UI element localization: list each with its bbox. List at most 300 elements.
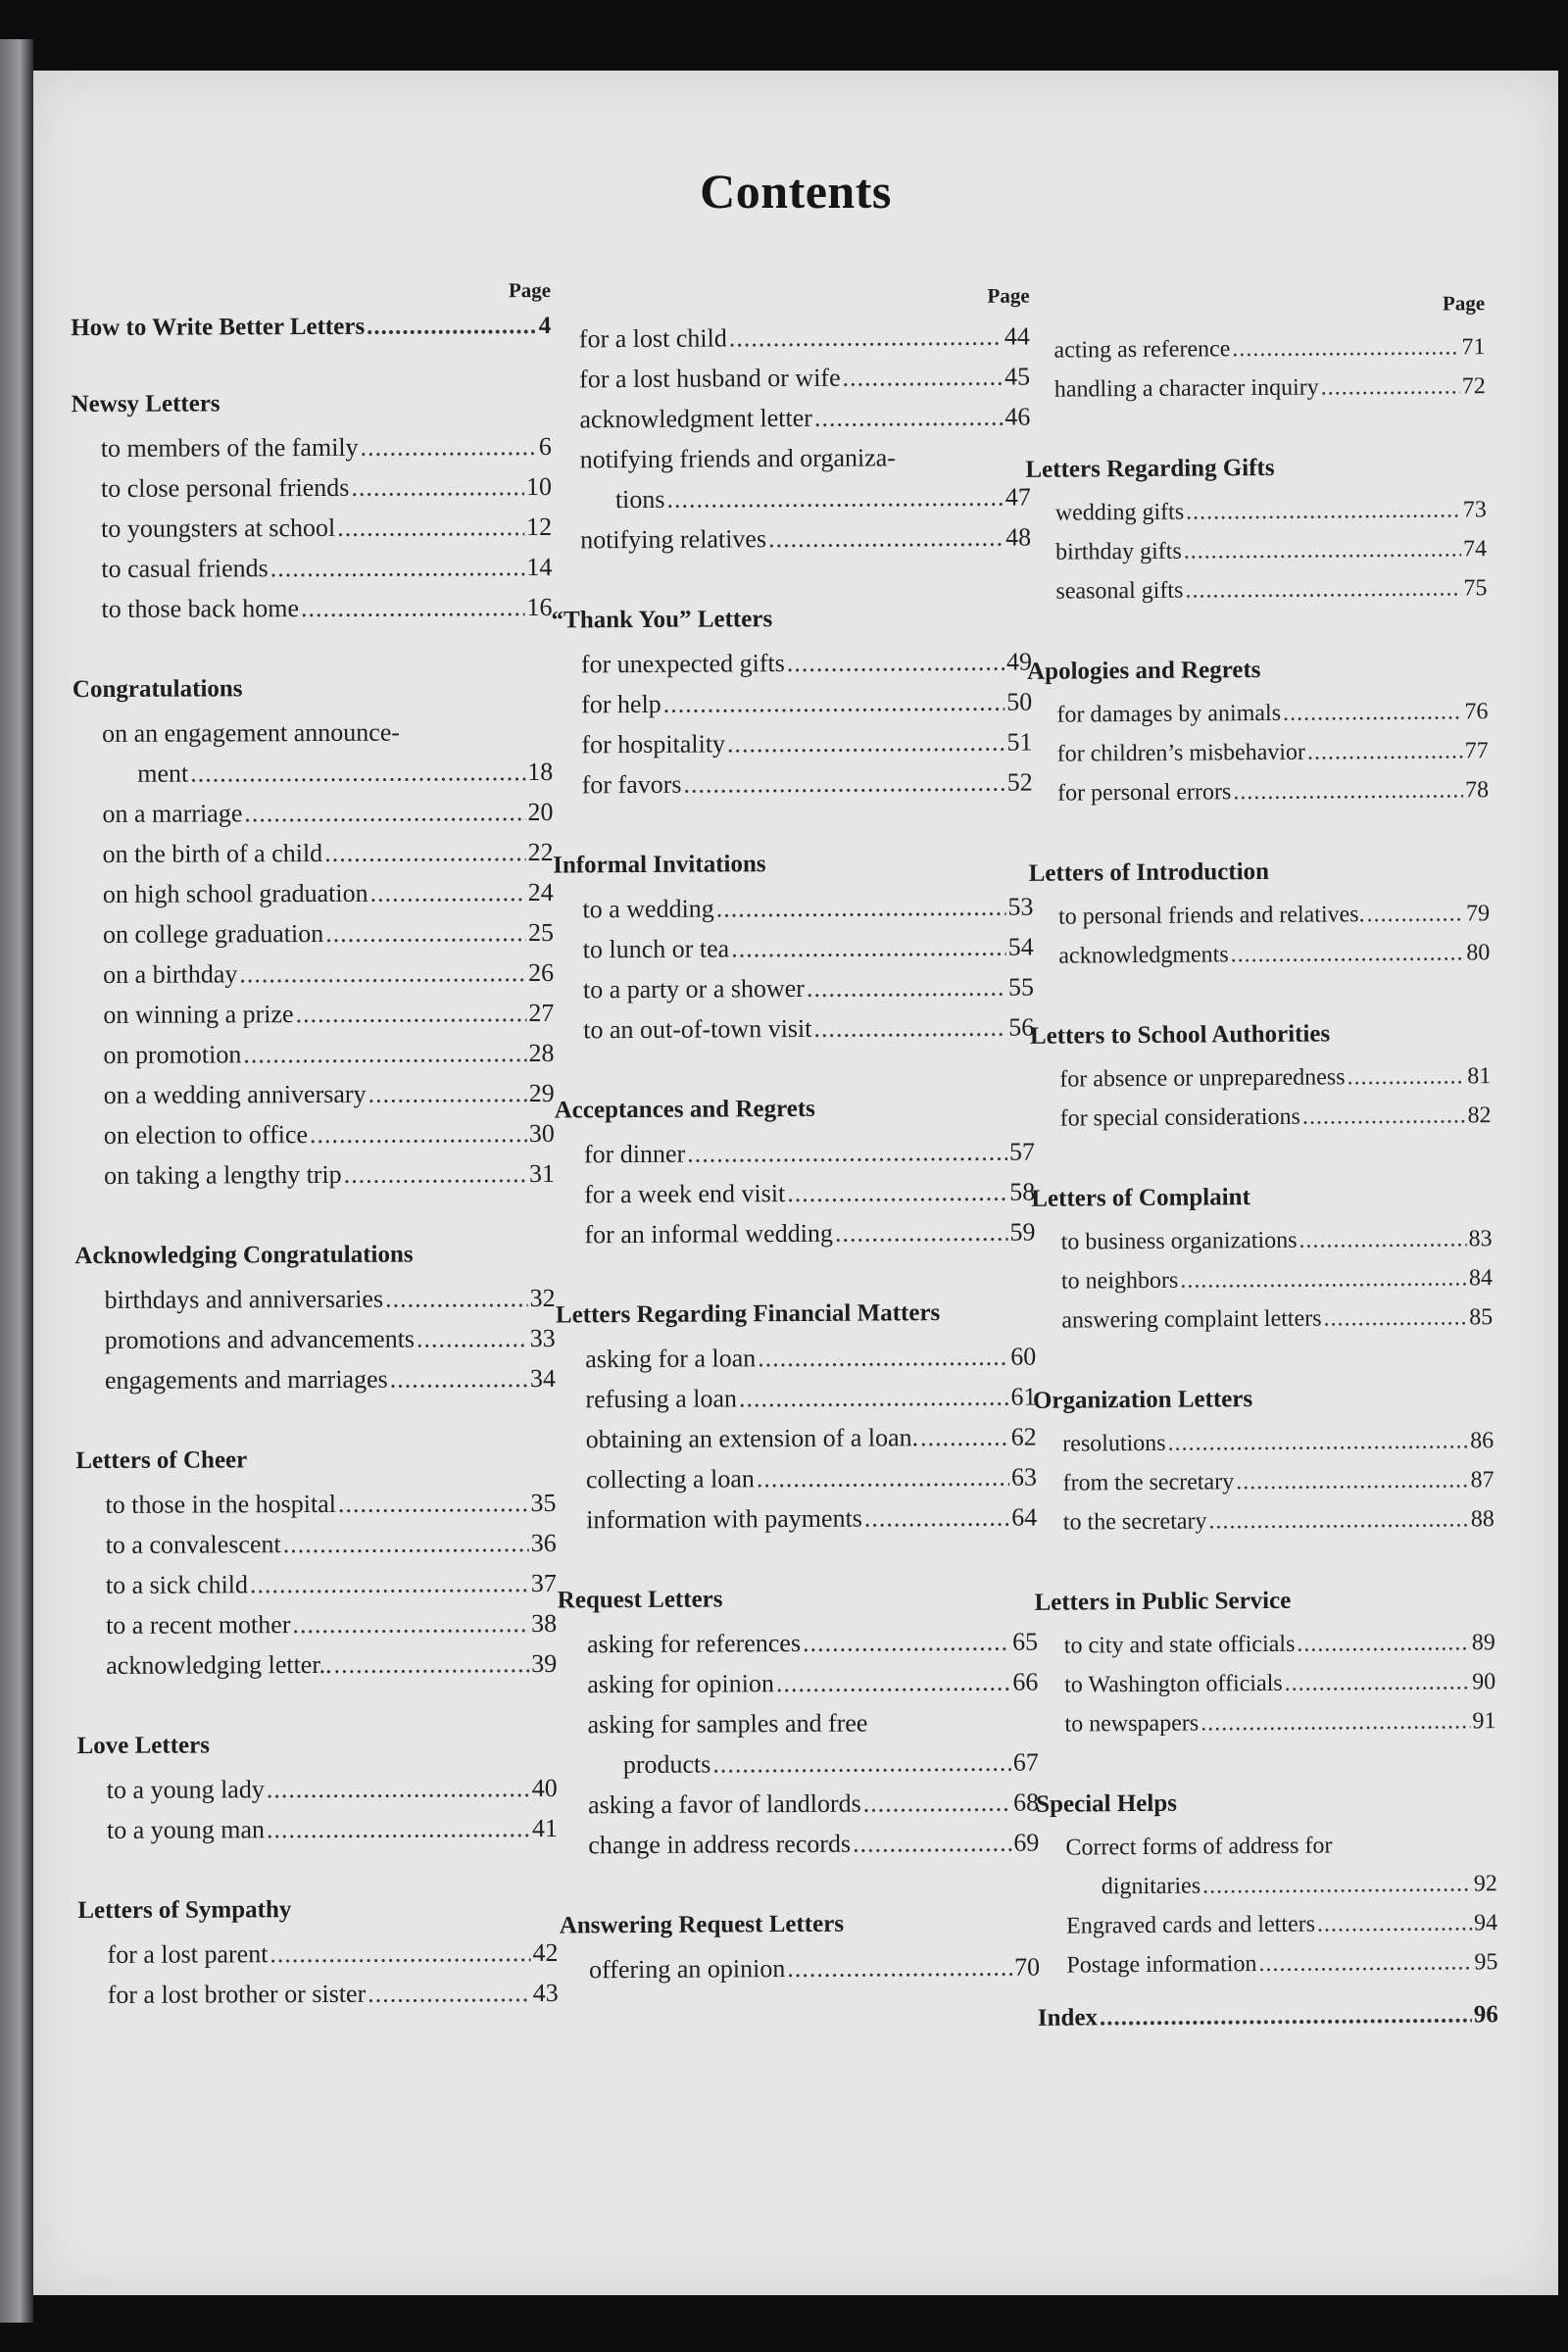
page-title: Contents [700, 164, 892, 219]
page-number: 55 [1007, 972, 1035, 1002]
page-number: 25 [527, 917, 555, 948]
section-heading-label: How to Write Better Letters [71, 313, 366, 342]
entry-label: to a convalescent [105, 1530, 281, 1559]
page-number: 42 [532, 1937, 559, 1968]
toc-entry [550, 357, 1030, 400]
page-number: 69 [1013, 1828, 1040, 1857]
page-number: 60 [1010, 1342, 1037, 1371]
dot-leader [1208, 1499, 1469, 1541]
entry-label: for children’s misbehavior [1056, 739, 1306, 767]
page-number: 70 [1013, 1952, 1041, 1982]
dot-leader [712, 1742, 1011, 1785]
toc-entry [74, 1073, 555, 1115]
entry-label: on taking a lengthy trip [103, 1159, 342, 1190]
dot-leader [295, 993, 526, 1034]
toc-section [1038, 1999, 1498, 2034]
entry-label: for a lost child [578, 323, 727, 354]
toc-entry [74, 1033, 554, 1075]
dot-leader [243, 1033, 526, 1074]
dot-leader [787, 1172, 1007, 1213]
entry-label: to a recent mother [105, 1610, 291, 1640]
toc-entry [1035, 1662, 1495, 1705]
page-number: 92 [1473, 1871, 1497, 1897]
entry-label: to members of the family [100, 432, 359, 463]
dot-leader [807, 967, 1006, 1008]
page-number: 16 [526, 592, 553, 622]
page-number: 45 [1004, 362, 1031, 391]
entry-label: to those in the hospital [105, 1489, 336, 1519]
entry-label: on election to office [103, 1120, 309, 1150]
section-heading: Congratulations [72, 675, 243, 704]
dot-leader [1233, 770, 1463, 811]
toc-entry [556, 1376, 1036, 1419]
page-number: 37 [530, 1568, 557, 1598]
dot-leader [1347, 1056, 1465, 1097]
section-heading: Apologies and Regrets [1026, 656, 1261, 685]
section-heading: Acceptances and Regrets [554, 1095, 815, 1124]
toc-entry [1036, 1825, 1496, 1868]
toc-section [1025, 451, 1487, 612]
entry-label: on a wedding anniversary [103, 1079, 367, 1109]
toc-section [73, 672, 555, 1196]
dot-leader [301, 587, 525, 628]
toc-entry [1024, 327, 1485, 370]
toc-entry [75, 1318, 556, 1360]
dot-leader [1236, 1460, 1469, 1501]
dot-leader [1297, 1623, 1470, 1663]
dot-leader [663, 682, 1005, 724]
page-number: 77 [1464, 738, 1489, 764]
page-number: 39 [531, 1648, 558, 1679]
toc-entry [76, 1603, 557, 1645]
toc-section [553, 848, 1034, 1051]
entry-label: on a marriage [102, 799, 243, 828]
section-heading: Informal Invitations [553, 851, 766, 879]
dot-leader [190, 752, 525, 793]
toc-section [1030, 1017, 1492, 1139]
entry-label: answering complaint letters [1061, 1305, 1322, 1334]
section-heading: Letters Regarding Financial Matters [555, 1299, 941, 1329]
entry-label: asking a favor of landlords [587, 1788, 861, 1820]
entry-label: on promotion [103, 1040, 242, 1069]
toc-entry [554, 1007, 1034, 1051]
dot-leader [1232, 327, 1459, 368]
entry-label: for hospitality [581, 729, 726, 760]
page-number: 20 [527, 797, 554, 827]
entry-label: for an informal wedding [584, 1218, 833, 1250]
section-heading: Letters of Complaint [1031, 1184, 1250, 1212]
toc-entry [72, 466, 552, 509]
dot-leader [239, 953, 526, 994]
toc-entry [552, 642, 1032, 685]
dot-leader [803, 1622, 1010, 1663]
toc-section [74, 1239, 556, 1400]
toc-entry [550, 317, 1030, 360]
entry-label: on winning a prize [103, 1000, 294, 1029]
page-number: 36 [530, 1528, 557, 1558]
entry-label: promotions and advancements [104, 1324, 416, 1354]
toc-entry [73, 792, 553, 834]
toc-entry [552, 682, 1032, 725]
book-spine-edge [0, 39, 33, 2323]
dot-leader [739, 1377, 1009, 1419]
entry-label: Postage information [1066, 1951, 1257, 1979]
dot-leader [270, 547, 525, 588]
toc-entry [557, 1456, 1037, 1499]
dot-leader [267, 1768, 530, 1809]
page-number: 30 [528, 1118, 555, 1149]
toc-entry [550, 397, 1030, 440]
entry-label: birthdays and anniversaries [104, 1284, 384, 1314]
page-number: 87 [1470, 1467, 1494, 1494]
dot-leader [367, 311, 537, 343]
entry-label: to a young man [106, 1815, 266, 1844]
section-heading: “Thank You” Letters [551, 606, 773, 634]
page-number: 47 [1004, 482, 1031, 512]
toc-section [1029, 855, 1491, 976]
entry-label: to a sick child [105, 1570, 249, 1599]
entry-label: to a party or a shower [582, 973, 806, 1004]
entry-label: products [622, 1749, 711, 1780]
page-number: 51 [1006, 727, 1033, 757]
toc-entry [75, 1483, 556, 1525]
toc-entry [1030, 1096, 1491, 1139]
entry-label: for help [581, 689, 662, 719]
entry-label: resolutions [1062, 1430, 1166, 1457]
toc-entry [1037, 1903, 1497, 1946]
section-heading: Letters to School Authorities [1029, 1020, 1331, 1050]
toc-entry [1030, 1056, 1491, 1100]
toc-entry [1028, 770, 1489, 813]
page-column-header: Page [508, 277, 552, 303]
toc-entry [74, 953, 554, 995]
entry-label: for a lost parent [107, 1939, 269, 1969]
dot-leader [687, 1132, 1007, 1174]
toc-entry [558, 1621, 1038, 1664]
page-number: 49 [1005, 647, 1032, 676]
entry-label: acting as reference [1054, 336, 1231, 364]
page-number: 54 [1007, 932, 1034, 961]
entry-label: on high school graduation [102, 878, 368, 908]
toc-section [75, 1444, 557, 1686]
toc-entry [76, 1643, 557, 1686]
dot-leader [1283, 692, 1463, 732]
dot-leader [267, 1808, 530, 1849]
toc-entry [78, 1973, 559, 2015]
toc-entry [1028, 731, 1489, 774]
page-number: 38 [530, 1608, 558, 1639]
entry-label: tions [614, 484, 665, 514]
page-number: 89 [1471, 1630, 1495, 1656]
toc-entry [75, 1358, 556, 1400]
dot-leader [1323, 1298, 1467, 1338]
toc-column-3 [1024, 290, 1498, 2034]
entry-label: collecting a loan [585, 1464, 755, 1494]
toc-entry [72, 507, 552, 549]
page-number: 22 [527, 837, 554, 867]
toc-section [558, 1582, 1040, 1865]
section-heading: Request Letters [557, 1586, 723, 1614]
dot-leader [1202, 1864, 1472, 1905]
toc-entry [72, 426, 552, 468]
toc-entry [559, 1782, 1039, 1825]
entry-label: to business organizations [1060, 1227, 1298, 1255]
page-number: 33 [529, 1323, 556, 1353]
toc-column-1 [71, 277, 559, 2060]
page-column-header: Page [987, 283, 1030, 308]
page-number: 85 [1469, 1304, 1494, 1331]
entry-label: for special considerations [1059, 1103, 1300, 1132]
dot-leader [1366, 894, 1464, 934]
entry-label: for a lost husband or wife [579, 363, 841, 394]
dot-leader [270, 1933, 530, 1974]
entry-label: Correct forms of address for [1065, 1833, 1333, 1861]
page-number: 52 [1006, 767, 1033, 797]
toc-entry [73, 752, 553, 794]
page-number: 63 [1010, 1462, 1038, 1492]
page-number: 95 [1474, 1949, 1498, 1976]
entry-label: on the birth of a child [102, 838, 323, 868]
dot-leader [1180, 1258, 1467, 1299]
page-number: 71 [1461, 334, 1486, 361]
entry-label: asking for a loan [585, 1344, 757, 1374]
page-number: 64 [1011, 1502, 1038, 1532]
dot-leader [344, 1153, 528, 1195]
page-number: 65 [1011, 1627, 1039, 1656]
dot-leader [368, 1973, 531, 2014]
entry-label: on a birthday [103, 959, 238, 989]
dot-leader [1100, 1999, 1472, 2034]
entry-label: to those back home [101, 594, 300, 623]
dot-leader [351, 466, 524, 508]
page-number: 14 [526, 552, 553, 582]
toc-entry [1029, 894, 1490, 937]
entry-label: for dinner [583, 1139, 686, 1169]
page-number: 91 [1472, 1708, 1496, 1735]
toc-entry [1033, 1421, 1494, 1464]
dot-leader [1298, 1219, 1466, 1259]
page-number: 26 [528, 957, 555, 988]
entry-label: for absence or unpreparedness [1059, 1064, 1346, 1093]
dot-leader [1258, 1942, 1472, 1984]
entry-label: to casual friends [101, 554, 269, 583]
entry-label: to city and state officials [1063, 1631, 1296, 1659]
section-heading: Letters of Introduction [1028, 858, 1270, 887]
entry-label: to Washington officials [1064, 1670, 1283, 1698]
toc-section [1031, 1180, 1493, 1341]
entry-label: from the secretary [1062, 1469, 1235, 1496]
page-number: 61 [1010, 1382, 1037, 1411]
page-number: 73 [1462, 497, 1487, 523]
dot-leader [683, 762, 1004, 805]
entry-label: to an out-of-town visit [583, 1013, 812, 1045]
toc-entry [77, 1768, 558, 1810]
section-heading: Organization Letters [1032, 1386, 1253, 1414]
entry-label: on college graduation [102, 918, 324, 949]
dot-leader [864, 1497, 1010, 1539]
section-heading: Letters of Cheer [75, 1446, 248, 1475]
page-number: 28 [528, 1038, 555, 1068]
toc-entry [556, 1337, 1036, 1380]
toc-entry [1032, 1298, 1493, 1341]
page-number: 90 [1472, 1669, 1496, 1695]
dot-leader [292, 1603, 529, 1644]
page-number: 48 [1005, 522, 1032, 552]
toc-entry [76, 1563, 557, 1605]
toc-entry [1031, 1219, 1492, 1262]
dot-leader [1230, 933, 1464, 974]
toc-entry [1033, 1460, 1494, 1503]
page-number: 83 [1468, 1226, 1493, 1252]
page-column-header: Page [1442, 291, 1486, 316]
page-number: 88 [1470, 1506, 1494, 1533]
page-number: 62 [1010, 1422, 1037, 1451]
entry-label: acknowledgments [1058, 942, 1229, 969]
toc-section [552, 603, 1033, 806]
page-number: 86 [1470, 1428, 1494, 1454]
dot-leader [1285, 1662, 1471, 1702]
entry-label: information with payments [586, 1503, 862, 1535]
toc-section [556, 1298, 1037, 1541]
entry-label: notifying relatives [580, 524, 767, 555]
dot-leader [1186, 490, 1461, 531]
page-number: 84 [1468, 1265, 1494, 1292]
toc-section [1036, 1786, 1498, 1985]
toc-entry [559, 1741, 1039, 1785]
toc-entry [1027, 692, 1488, 735]
toc-entry [77, 1933, 558, 1975]
page-number: 34 [529, 1363, 556, 1394]
page-number: 82 [1467, 1102, 1492, 1129]
contents-page [33, 71, 1558, 2295]
entry-label: notifying friends and organiza- [579, 443, 896, 474]
toc-section [1034, 1584, 1495, 1744]
entry-label: handling a character inquiry [1054, 374, 1319, 403]
dot-leader [787, 1947, 1012, 1988]
page-number: 58 [1009, 1177, 1036, 1206]
dot-leader [863, 1783, 1012, 1824]
entry-label: for damages by animals [1056, 700, 1282, 728]
page-number: 10 [525, 471, 553, 502]
toc-entry [1026, 568, 1487, 612]
toc-entry [1035, 1701, 1495, 1744]
toc-section [77, 1729, 559, 1850]
toc-entry [1034, 1499, 1494, 1543]
dot-leader [757, 1457, 1009, 1499]
entry-label: for favors [581, 769, 682, 800]
dot-leader [727, 722, 1005, 764]
page-number: 35 [530, 1488, 557, 1518]
entry-label: on an engagement announce- [101, 717, 401, 748]
page-number: 6 [538, 431, 552, 461]
section-heading: Letters of Sympathy [77, 1896, 292, 1925]
toc-section [77, 1893, 559, 2015]
entry-label: to youngsters at school [101, 513, 336, 543]
toc-entry [74, 1113, 555, 1155]
dot-leader [385, 1278, 528, 1319]
dot-leader [835, 1212, 1008, 1253]
entry-label: to a young lady [106, 1775, 265, 1804]
toc-entry [1029, 933, 1490, 976]
page-number: 41 [531, 1813, 559, 1843]
dot-leader [814, 397, 1004, 438]
page-number: 31 [528, 1158, 556, 1189]
dot-leader [1307, 731, 1463, 771]
page-number: 4 [538, 312, 552, 339]
page-number: 81 [1467, 1063, 1492, 1090]
page-number: 76 [1464, 699, 1489, 725]
toc-entry [557, 1496, 1037, 1540]
toc-entry [74, 832, 554, 874]
entry-label: to lunch or tea [582, 934, 730, 964]
toc-entry [553, 762, 1033, 806]
entry-label: dignitaries [1101, 1873, 1201, 1900]
dot-leader [310, 1113, 527, 1154]
page-number: 66 [1012, 1667, 1039, 1696]
dot-leader [1185, 568, 1461, 610]
dot-leader [853, 1823, 1011, 1864]
page-number: 43 [532, 1978, 559, 2008]
dot-leader [416, 1318, 528, 1358]
section-heading [71, 311, 551, 344]
toc-column-2 [550, 283, 1041, 2035]
page-number: 50 [1006, 687, 1033, 716]
dot-leader [1200, 1701, 1471, 1742]
dot-leader [368, 1073, 526, 1114]
entry-label: change in address records [588, 1829, 852, 1860]
toc-entry [555, 1172, 1035, 1215]
dot-leader [250, 1563, 529, 1604]
entry-label: acknowledgment letter [579, 403, 813, 434]
dot-leader [244, 792, 525, 833]
section-heading-label: Index [1037, 2004, 1099, 2032]
page-number: 67 [1012, 1747, 1039, 1777]
toc-entry [551, 437, 1031, 480]
page-number: 68 [1012, 1788, 1040, 1817]
dot-leader [1184, 529, 1462, 570]
entry-label: to neighbors [1060, 1267, 1179, 1295]
entry-label: wedding gifts [1054, 499, 1185, 526]
section-heading: Letters in Public Service [1034, 1587, 1292, 1616]
toc-section [1027, 653, 1489, 813]
entry-label: acknowledging letter.. [106, 1649, 332, 1680]
toc-entry [77, 1808, 558, 1850]
toc-entry [551, 477, 1031, 520]
dot-leader [920, 1417, 1009, 1458]
page-number: 74 [1462, 536, 1488, 563]
dot-leader [390, 1358, 528, 1399]
entry-label: Engraved cards and letters [1066, 1911, 1316, 1939]
entry-label: ment [137, 759, 189, 788]
toc-entry [1026, 529, 1487, 572]
page-number: 24 [527, 877, 554, 907]
entry-label: for a week end visit [584, 1179, 786, 1209]
toc-entry [74, 1278, 555, 1320]
toc-entry [557, 1416, 1037, 1459]
entry-label: to the secretary [1062, 1508, 1207, 1536]
toc-entry [74, 993, 554, 1035]
toc-entry [73, 711, 553, 754]
dot-leader [337, 507, 524, 548]
toc-entry [552, 722, 1032, 765]
toc-entry [558, 1701, 1038, 1744]
page-number: 18 [527, 757, 554, 787]
toc-section [71, 311, 551, 344]
toc-entry [1037, 1864, 1497, 1907]
entry-label: birthday gifts [1055, 538, 1182, 565]
page-number: 75 [1463, 575, 1488, 602]
dot-leader [666, 477, 1004, 519]
